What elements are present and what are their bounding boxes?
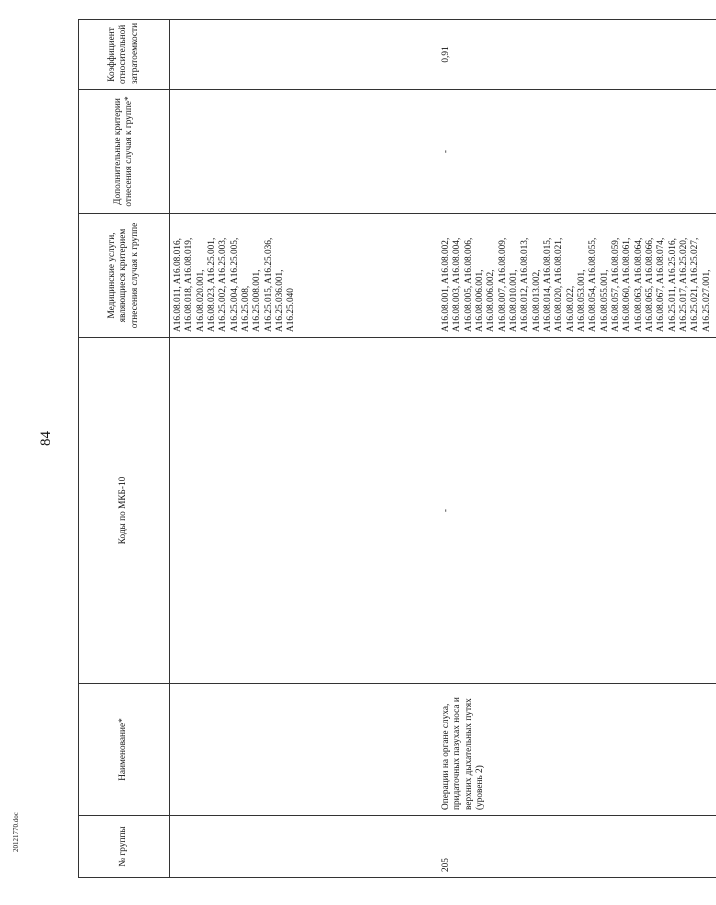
service-code-line: A16.08.067, A16.08.074, <box>656 237 667 332</box>
service-code-line: A16.08.005, A16.08.006, <box>463 237 474 332</box>
service-code-line: A16.08.022, <box>565 285 576 332</box>
service-code-line: A16.25.021, A16.25.027, <box>690 237 701 332</box>
cell-group-name: Операции на органе слуха, придаточных пазухах носа и верхних дыхательных путях (уровень 2) <box>438 684 716 816</box>
cell-icd-codes: - <box>438 338 716 684</box>
service-code-line: A16.08.013.002, <box>531 269 542 332</box>
cell-name <box>170 684 439 816</box>
footer-filename: 20121770.doc <box>12 812 20 852</box>
header-additional-criteria: Дополнительные критерии отнесения случая к группе* <box>79 90 170 214</box>
service-code-line: A16.25.004, A16.25.005, <box>229 237 240 332</box>
cell-services <box>170 214 439 338</box>
service-code-line: A16.08.001, A16.08.002, <box>441 237 451 332</box>
service-code-line: A16.25.027.001, <box>701 269 712 332</box>
header-medical-services: Медицинские услуги, являющиеся критерием отнесения случая к группе <box>79 214 170 338</box>
service-code-line: A16.08.018, A16.08.019, <box>184 237 195 332</box>
service-code-line: A16.08.010.001, <box>508 269 519 332</box>
service-code-line: A16.08.020.001, <box>195 269 206 332</box>
service-code-line: A16.08.060, A16.08.061, <box>622 237 633 332</box>
service-code-line: A16.08.012, A16.08.013, <box>520 237 531 332</box>
service-code-line: A16.08.023, A16.25.001, <box>206 237 217 332</box>
service-code-line: A16.08.054, A16.08.055, <box>588 237 599 332</box>
service-code-line: A16.08.063, A16.08.064, <box>633 237 644 332</box>
service-code-line: A16.25.040 <box>286 288 297 332</box>
service-code-line: A16.08.014, A16.08.015, <box>542 237 553 332</box>
page-number: 84 <box>38 431 54 446</box>
cell-codes <box>170 338 439 684</box>
service-code-line: A16.25.015, A16.25.036, <box>263 237 274 332</box>
cell-group-number: 205 <box>438 816 716 878</box>
header-name: Наименование* <box>79 684 170 816</box>
table-row-continuation <box>170 20 439 878</box>
table-header-row <box>79 20 170 878</box>
service-code-line: A16.08.003, A16.08.004, <box>452 237 463 332</box>
service-code-line: A16.25.008.001, <box>252 269 263 332</box>
tariff-groups-table <box>78 19 716 878</box>
header-group-number: № группы <box>79 816 170 878</box>
service-code-line: A16.08.020, A16.08.021, <box>554 237 565 332</box>
service-code-line: A16.25.011, A16.25.016, <box>667 238 678 332</box>
cell-additional-criteria: - <box>438 90 716 214</box>
service-code-line: A16.08.007, A16.08.009, <box>497 237 508 332</box>
header-icd-codes: Коды по МКБ-10 <box>79 338 170 684</box>
service-code-line: A16.08.055.001, <box>599 269 610 332</box>
service-code-line: A16.08.057, A16.08.059, <box>610 237 621 332</box>
service-code-line: A16.08.006.001, <box>474 269 485 332</box>
service-code-line: A16.08.011, A16.08.016, <box>173 238 183 332</box>
cell-number <box>170 816 439 878</box>
cell-coefficient <box>170 20 439 90</box>
table-row-group-205 <box>438 20 716 878</box>
rotated-table-container <box>78 20 712 878</box>
service-code-line: A16.08.006.002, <box>486 269 497 332</box>
service-code-line: A16.08.065, A16.08.066, <box>644 237 655 332</box>
header-cost-coefficient: Коэффициент относительной затратоемкости <box>79 20 170 90</box>
service-code-line: A16.25.036.001, <box>274 269 285 332</box>
cell-cost-coefficient: 0,91 <box>438 20 716 90</box>
service-code-line: A16.25.002, A16.25.003, <box>218 237 229 332</box>
service-code-line: A16.25.017, A16.25.020, <box>678 237 689 332</box>
cell-additional <box>170 90 439 214</box>
service-code-line: A16.08.053.001, <box>576 269 587 332</box>
service-code-line: A16.25.008, <box>240 285 251 332</box>
cell-services <box>438 214 716 338</box>
